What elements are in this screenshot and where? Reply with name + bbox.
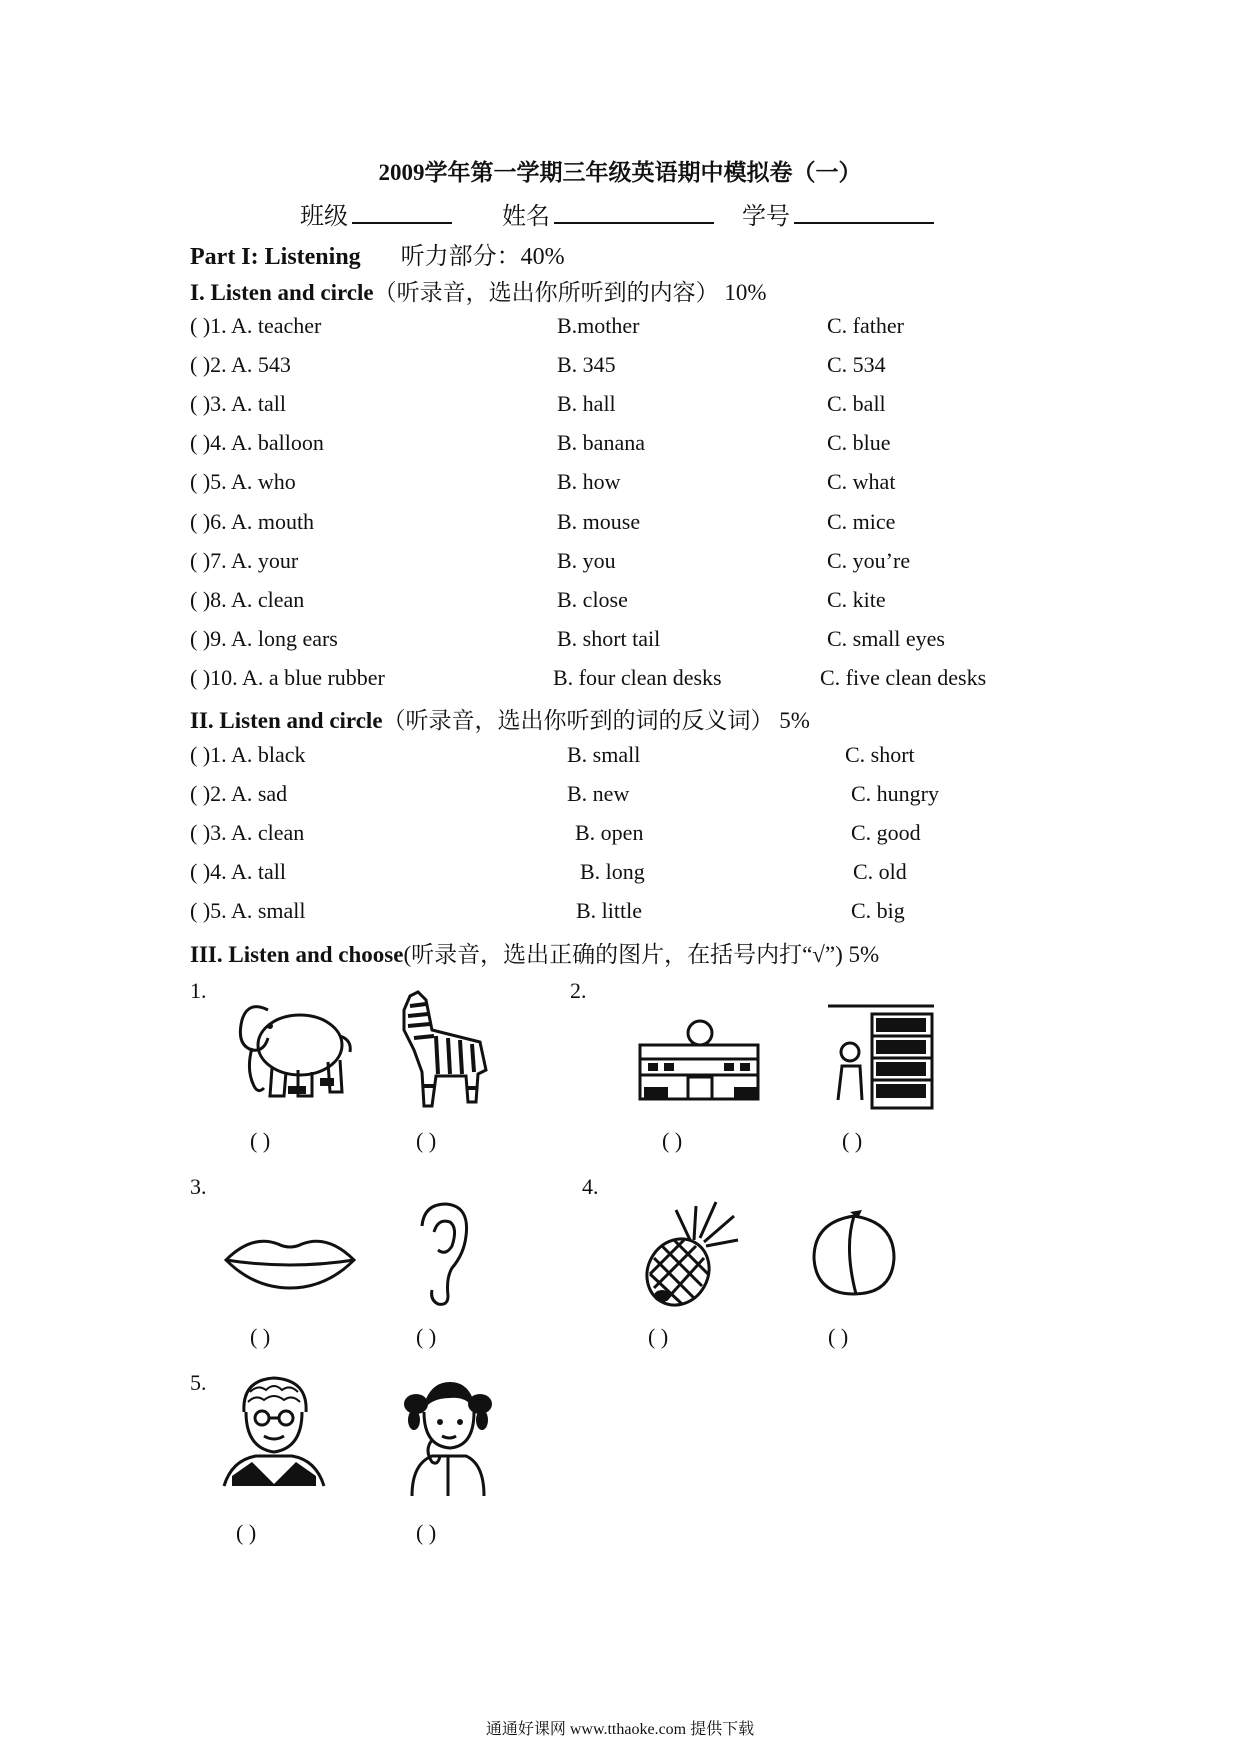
question-option-a[interactable]: ( )9. A. long ears (190, 625, 338, 651)
question-option-a[interactable]: ( )2. A. sad (190, 781, 288, 807)
question-option-c[interactable]: C. what (827, 469, 896, 495)
footer-source: 通通好课网 www.tthaoke.com 提供下载 (485, 1721, 755, 1738)
question-option-b[interactable]: B. long (580, 859, 645, 885)
question-option-a[interactable]: ( )3. A. tall (190, 391, 286, 417)
question-option-a[interactable]: ( )6. A. mouth (190, 508, 315, 534)
part-title: Part I: Listening (190, 244, 361, 270)
section-3-heading (190, 936, 879, 969)
question-option-a[interactable]: ( )7. A. your (190, 547, 299, 573)
question-row (0, 391, 1240, 421)
answer-bracket-2b[interactable]: ( ) (842, 1128, 863, 1153)
question-row (0, 820, 1240, 850)
question-row (0, 352, 1240, 382)
answer-bracket-4a[interactable]: ( ) (648, 1324, 669, 1349)
part-heading (190, 236, 565, 271)
answer-bracket-5a[interactable]: ( ) (236, 1520, 257, 1545)
number-label: 学号 (742, 204, 790, 230)
question-option-c[interactable]: C. old (853, 859, 907, 885)
girl-picture (398, 1376, 498, 1498)
question-row (0, 509, 1240, 539)
question-option-c[interactable]: C. ball (827, 391, 886, 417)
zebra-picture (396, 990, 496, 1112)
part-note: 听力部分：40% (400, 244, 565, 270)
question-option-a[interactable]: ( )2. A. 543 (190, 352, 291, 378)
question-option-a[interactable]: ( )1. A. teacher (190, 313, 322, 338)
question-option-b[interactable]: B. hall (557, 391, 616, 417)
question-option-b[interactable]: B. close (557, 586, 628, 612)
section-1-title: I. Listen and circle (190, 280, 374, 305)
question-row (0, 859, 1240, 889)
question-row (0, 313, 1240, 343)
question-option-a[interactable]: ( )1. A. black (190, 742, 306, 767)
question-option-c[interactable]: C. kite (827, 586, 886, 612)
question-option-b[interactable]: B. new (567, 781, 630, 807)
question-option-c[interactable]: C. you’re (827, 547, 911, 573)
number-blank[interactable] (794, 200, 934, 224)
question-option-b[interactable]: B. how (557, 469, 621, 495)
class-field (300, 196, 452, 231)
question-row (0, 898, 1240, 928)
question-option-b[interactable]: B. four clean desks (553, 664, 722, 690)
question-option-c[interactable]: C. five clean desks (820, 664, 987, 690)
question-option-a[interactable]: ( )4. A. balloon (190, 430, 324, 456)
question-option-c[interactable]: C. hungry (851, 781, 939, 807)
question-option-c[interactable]: C. big (851, 898, 905, 924)
question-row (0, 781, 1240, 811)
answer-bracket-1b[interactable]: ( ) (416, 1128, 437, 1153)
library-picture (826, 1000, 936, 1112)
question-option-b[interactable]: B. you (557, 547, 616, 573)
class-blank[interactable] (352, 200, 452, 224)
section-2-note: （听录音，选出你听到的词的反义词） 5% (382, 708, 810, 733)
picture-group-3-number: 3. (190, 1174, 207, 1199)
class-label: 班级 (300, 204, 348, 230)
answer-bracket-4b[interactable]: ( ) (828, 1324, 849, 1349)
question-option-c[interactable]: C. good (851, 820, 921, 846)
question-option-c[interactable]: C. father (827, 313, 904, 338)
question-option-a[interactable]: ( )3. A. clean (190, 820, 305, 846)
question-row (0, 626, 1240, 656)
question-option-b[interactable]: B. open (575, 820, 644, 846)
question-option-c[interactable]: C. short (845, 742, 915, 767)
question-option-c[interactable]: C. mice (827, 508, 896, 534)
school-building-picture (634, 1015, 764, 1105)
question-option-c[interactable]: C. 534 (827, 352, 886, 378)
question-option-b[interactable]: B. small (567, 742, 641, 767)
question-option-b[interactable]: B. short tail (557, 625, 661, 651)
section-3-note: (听录音，选出正确的图片，在括号内打“√”) 5% (403, 942, 880, 967)
name-blank[interactable] (554, 200, 714, 224)
section-3-title: III. Listen and choose (190, 942, 404, 967)
pineapple-picture (640, 1200, 740, 1308)
question-option-b[interactable]: B. 345 (557, 352, 616, 378)
grandmother-picture (222, 1372, 326, 1488)
question-row (0, 469, 1240, 499)
question-option-a[interactable]: ( )5. A. who (190, 469, 296, 495)
answer-bracket-1a[interactable]: ( ) (250, 1128, 271, 1153)
picture-group-5-number: 5. (190, 1370, 207, 1395)
question-row (0, 430, 1240, 460)
question-option-c[interactable]: C. blue (827, 430, 891, 456)
peach-picture (810, 1208, 898, 1298)
picture-group-4-number: 4. (582, 1174, 599, 1199)
answer-bracket-2a[interactable]: ( ) (662, 1128, 683, 1153)
section-2-title: II. Listen and circle (190, 708, 383, 733)
question-option-a[interactable]: ( )4. A. tall (190, 859, 286, 885)
question-option-a[interactable]: ( )10. A. a blue rubber (190, 664, 385, 690)
answer-bracket-3a[interactable]: ( ) (250, 1324, 271, 1349)
name-field (502, 196, 714, 231)
question-row (0, 587, 1240, 617)
elephant-picture (228, 990, 358, 1105)
question-option-a[interactable]: ( )8. A. clean (190, 586, 305, 612)
ear-picture (408, 1200, 472, 1310)
section-1-heading (190, 274, 767, 307)
question-option-b[interactable]: B. little (576, 898, 642, 924)
answer-bracket-5b[interactable]: ( ) (416, 1520, 437, 1545)
section-1-note: （听录音，选出你所听到的内容） 10% (373, 280, 767, 305)
exam-title: 2009学年第一学期三年级英语期中模拟卷（一） (378, 160, 862, 185)
name-label: 姓名 (502, 204, 550, 230)
question-option-b[interactable]: B. mouse (557, 508, 641, 534)
picture-group-2-number: 2. (570, 978, 587, 1003)
question-option-b[interactable]: B. banana (557, 430, 645, 456)
question-option-b[interactable]: B.mother (557, 313, 640, 338)
student-number-field (742, 196, 934, 231)
picture-group-1-number: 1. (190, 978, 207, 1003)
question-row (0, 742, 1240, 772)
mouth-picture (222, 1230, 358, 1292)
question-row (0, 665, 1240, 695)
question-row (0, 548, 1240, 578)
question-option-c[interactable]: C. small eyes (827, 625, 945, 651)
section-2-heading (190, 702, 810, 735)
answer-bracket-3b[interactable]: ( ) (416, 1324, 437, 1349)
question-option-a[interactable]: ( )5. A. small (190, 898, 306, 924)
